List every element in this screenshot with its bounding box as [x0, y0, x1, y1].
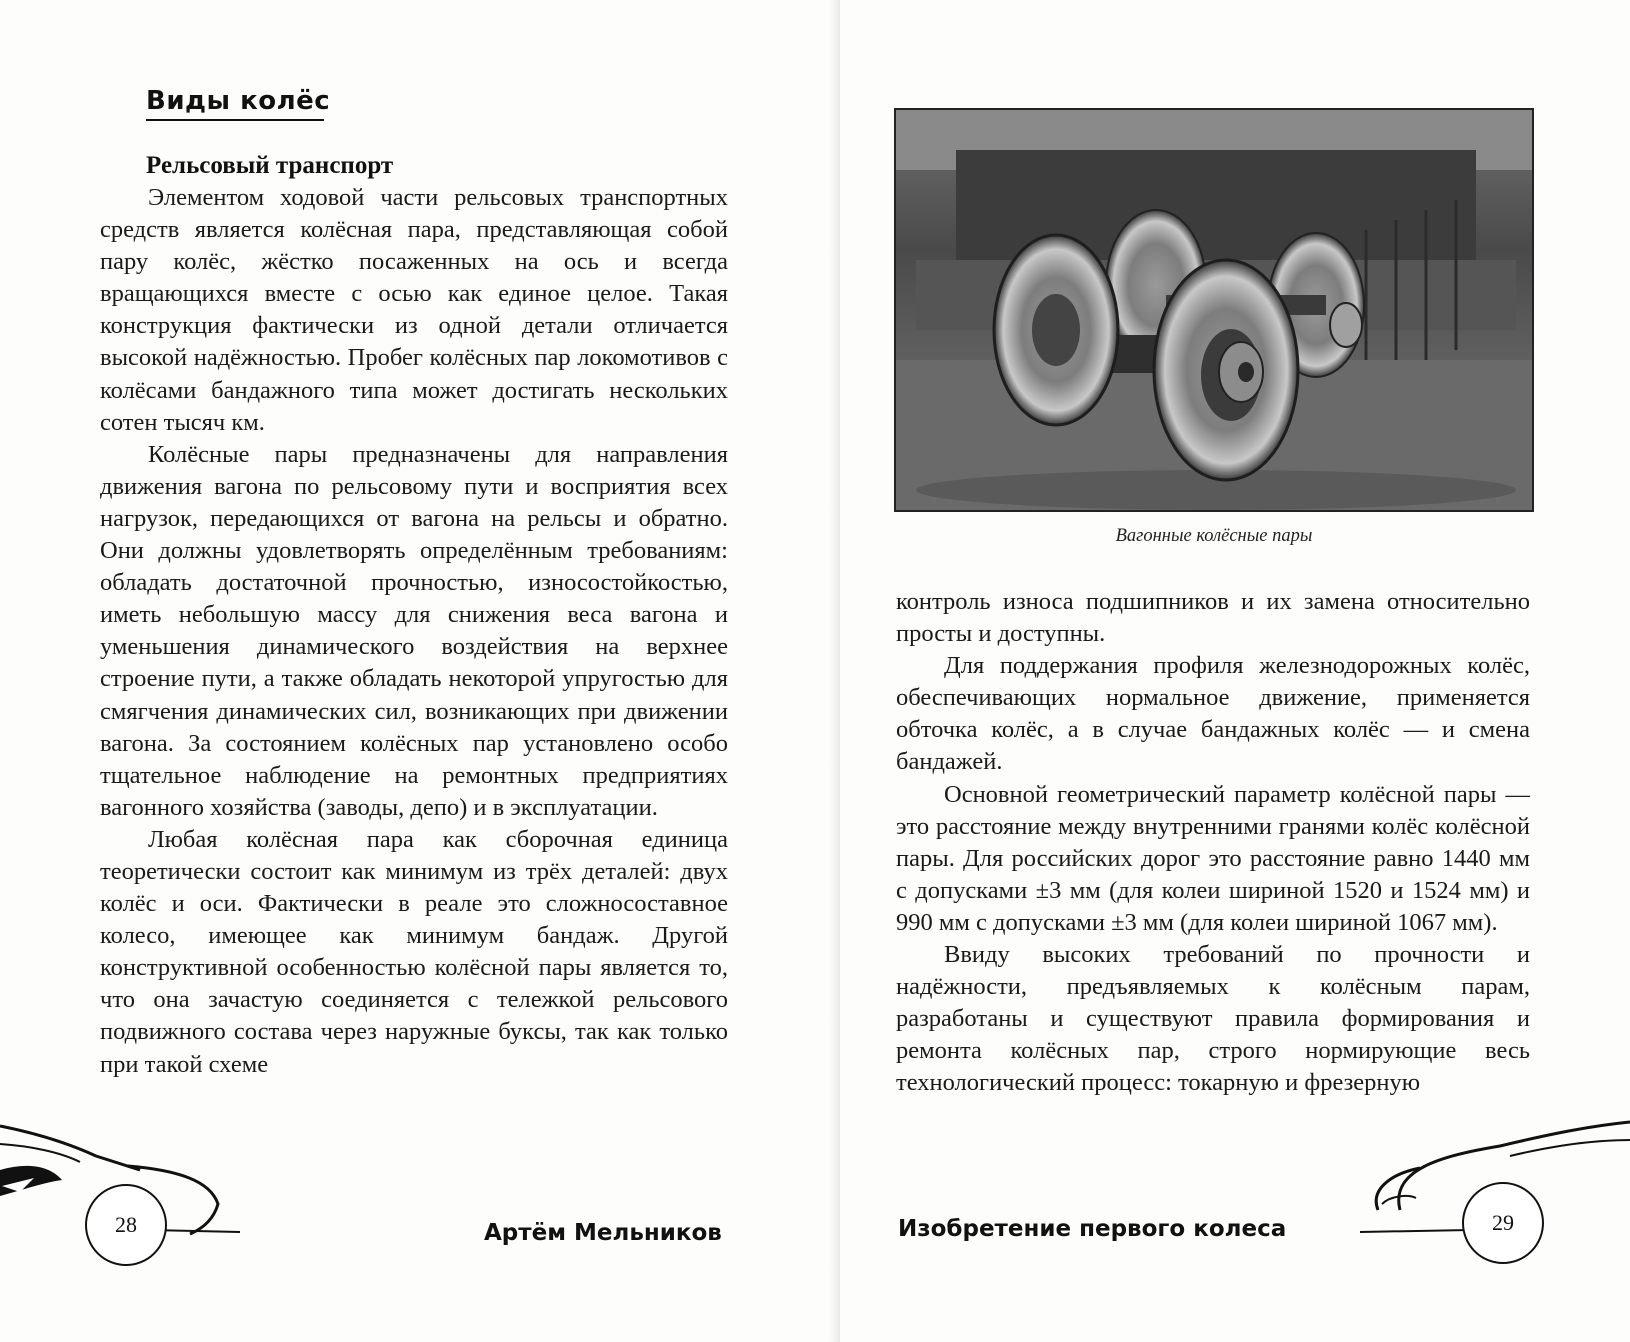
left-body-text: [100, 182, 728, 1081]
footer-author: Артём Мельников: [484, 1220, 722, 1246]
paragraph: Колёсные пары предназначены для направления движения вагона по рельсовому пути и восприятия всех нагрузок, передающихся от вагона на рельсы и обратно. Они должны удовлетворять определённым требованиям: обладать достаточной прочностью, износостойкостью, иметь небольшую массу для снижения веса вагона и уменьшения динамического воздействия на верхнее строение пути, а также обладать некоторой упругостью для смягчения динамических сил, возникающих при движении вагона. За состоянием колёсных пар установлено особо тщательное наблюдение на ремонтных предприятиях вагонного хозяйства (заводы, депо) и в эксплуатации.: [100, 440, 728, 821]
paragraph: Элементом ходовой части рельсовых транспортных средств является колёсная пара, представляющая собой пару колёс, жёстко посаженных на ось и всегда вращающихся вместе с осью как единое целое. Такая конструкция фактически из одной детали отличается высокой надёжностью. Пробег колёсных пар локомотивов с колёсами бандажного типа может достигать нескольких сотен тысяч км.: [100, 184, 728, 436]
right-body-text: [896, 586, 1530, 1100]
paragraph: Ввиду высоких требований по прочности и надёжности, предъявляемых к колёсным парам, разработаны и существуют правила формирования и ремонта колёсных пар, строго нормирующие весь технологический процесс: токарную и фрезерную: [896, 941, 1530, 1097]
footer-book-title: Изобретение первого колеса: [898, 1216, 1287, 1242]
paragraph: Основной геометрический параметр колёсной пары — это расстояние между внутренними гранями колёс колёсной пары. Для российских дорог это расстояние равно 1440 мм с допусками ±3 мм (для колеи шириной 1520 и 1524 мм) и 990 мм с допусками ±3 мм (для колеи шириной 1067 мм).: [896, 780, 1530, 936]
section-underline: [146, 119, 324, 121]
wheelset-photo: [894, 108, 1534, 512]
section-label: Виды колёс: [146, 86, 331, 116]
page-number: 28: [85, 1184, 167, 1266]
image-caption: Вагонные колёсные пары: [1115, 526, 1313, 546]
page-number: 29: [1462, 1182, 1544, 1264]
section-heading: Рельсовый транспорт: [146, 152, 394, 179]
paragraph: Любая колёсная пара как сборочная единица теоретически состоит как минимум из трёх деталей: двух колёс и оси. Фактически в реале это сложносоставное колесо, имеющее как минимум бандаж. Другой конструктивной особенностью колёсной пары является то, что она зачастую соединяется с тележкой рельсового подвижного состава через наружные буксы, так как только при такой схеме: [100, 825, 728, 1078]
paragraph: контроль износа подшипников и их замена относительно просты и доступны.: [896, 588, 1530, 648]
paragraph: Для поддержания профиля железнодорожных колёс, обеспечивающих нормальное движение, применяется обточка колёс, а в случае бандажных колёс — и смена бандажей.: [896, 652, 1530, 776]
